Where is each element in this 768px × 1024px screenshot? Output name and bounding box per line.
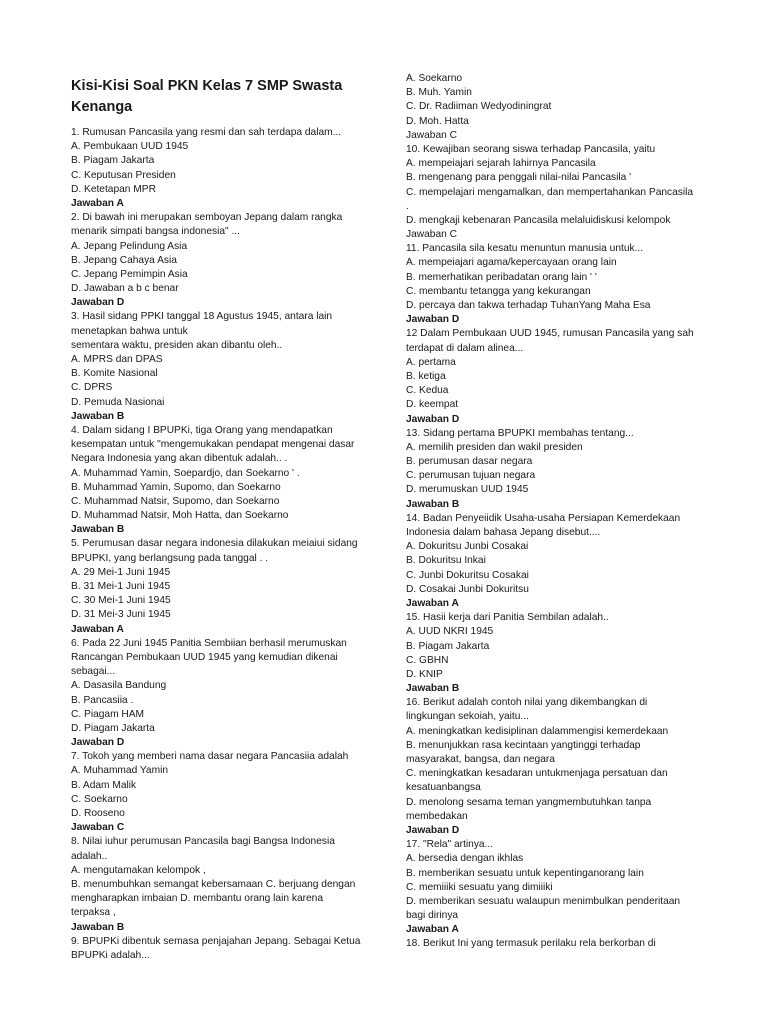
question-text-line: B. menumbuhkan semangat kebersamaan C. berjuang dengan xyxy=(71,878,356,890)
question-text-line: B. Muh. Yamin xyxy=(406,87,472,99)
answer-key-line: Jawaban C xyxy=(71,822,125,834)
document-title xyxy=(71,76,371,118)
question-text-line: C. Junbi Dokuritsu Cosakai xyxy=(406,569,529,581)
question-text-line: 17. "Rela" artinya... xyxy=(406,839,494,851)
answer-key-line: Jawaban D xyxy=(71,737,125,749)
answer-key-line: Jawaban A xyxy=(406,924,459,936)
question-text-line: 16. Berikut adalah contoh nilai yang dikembangkan di xyxy=(406,697,648,709)
question-text-line: BPUPKI, yang berlangsung pada tanggal . . xyxy=(71,552,269,564)
question-text-line: Rancangan Pembukaan UUD 1945 yang kemudian dikenai xyxy=(71,651,338,663)
question-text-line: A. Muhammad Yamin xyxy=(71,765,169,777)
question-text-line: C. Piagam HAM xyxy=(71,708,145,720)
question-text-line: mengharapkan imbaian D. membantu orang lain karena xyxy=(71,893,324,905)
question-text-line: A. memilih presiden dan wakil presiden xyxy=(406,441,583,453)
question-text-line: Negara Indonesia yang akan dibentuk adalah.. . xyxy=(71,453,288,465)
question-text-line: kesempatan untuk "mengemukakan pendapat mengenai dasar xyxy=(71,439,355,451)
question-text-line: 13. Sidang pertama BPUPKI membahas tentang... xyxy=(406,427,634,439)
question-text-line: D. mengkaji kebenaran Pancasila melaluidiskusi kelompok xyxy=(406,214,671,226)
question-text-line: D. Piagam Jakarta xyxy=(71,722,155,734)
question-text-line: D. Ketetapan MPR xyxy=(71,183,156,195)
question-text-line: B. Muhammad Yamin, Supomo, dan Soekarno xyxy=(71,481,281,493)
question-text-line: B. ketiga xyxy=(406,370,446,382)
question-text-line: A. bersedia dengan ikhlas xyxy=(406,853,524,865)
question-text-line: 18. Berikut Ini yang termasuk perilaku rela berkorban di xyxy=(406,938,656,950)
answer-key-line: Jawaban D xyxy=(406,413,460,425)
answer-key-line: Jawaban B xyxy=(71,524,125,536)
question-text-line: B. Piagam Jakarta xyxy=(406,640,490,652)
question-text-line: A. mempeiajari agama/kepercayaan orang lain xyxy=(406,257,617,269)
question-text-line: Jawaban C xyxy=(406,229,457,241)
question-text-line: B. memberikan sesuatu untuk kepentinganorang lain xyxy=(406,867,644,879)
answer-key-line: Jawaban D xyxy=(406,314,460,326)
left-question-list xyxy=(71,126,371,963)
question-text-line: D. merumuskan UUD 1945 xyxy=(406,484,529,496)
question-text-line: A. mempeiajari sejarah lahirnya Pancasila xyxy=(406,158,596,170)
question-text-line: C. Soekarno xyxy=(71,793,128,805)
question-text-line: A. 29 Mei-1 Juni 1945 xyxy=(71,566,171,578)
question-text-line: A. mengutamakan kelompok , xyxy=(71,864,206,876)
question-text-line: C. membantu tetangga yang kekurangan xyxy=(406,285,591,297)
question-text-line: C. Keputusan Presiden xyxy=(71,169,176,181)
question-text-line: D. KNIP xyxy=(406,668,443,680)
question-text-line: C. 30 Mei-1 Juni 1945 xyxy=(71,595,171,607)
answer-key-line: Jawaban A xyxy=(406,597,459,609)
question-text-line: C. Dr. Radiiman Wedyodiningrat xyxy=(406,101,552,113)
question-text-line: B. 31 Mei-1 Juni 1945 xyxy=(71,581,171,592)
question-text-line: C. mempelajari mengamalkan, dan mempertahankan Pancasila xyxy=(406,186,694,198)
answer-key-line: Jawaban A xyxy=(71,197,124,209)
answer-key-line: Jawaban B xyxy=(71,410,125,422)
question-text-line: A. Muhammad Yamin, Soepardjo, dan Soekarno ' . xyxy=(71,467,300,479)
question-text-line: A. UUD NKRI 1945 xyxy=(406,626,494,638)
question-text-line: adalah.. xyxy=(71,850,108,862)
question-text-line: C. GBHN xyxy=(406,654,449,666)
question-text-line: C. memiiiki sesuatu yang dimiiiki xyxy=(406,881,553,893)
question-text-line: 5. Perumusan dasar negara indonesia dilakukan meiaiui sidang xyxy=(71,538,358,550)
question-text-line: B. memerhatikan peribadatan orang lain ' ' xyxy=(406,271,597,283)
question-text-line: A. Jepang Pelindung Asia xyxy=(71,240,188,252)
question-text-line: B. Pancasiia . xyxy=(71,694,134,706)
question-text-line: B. Adam Malik xyxy=(71,779,137,791)
question-text-line: D. keempat xyxy=(406,399,459,411)
question-text-line: bagi dirinya xyxy=(406,910,459,922)
question-text-line: kesatuanbangsa xyxy=(406,782,481,794)
question-text-line: D. Pemuda Nasionai xyxy=(71,396,165,408)
question-text-line: membedakan xyxy=(406,810,468,822)
title-line: Kisi-Kisi Soal PKN Kelas 7 SMP Swasta xyxy=(71,78,343,94)
question-text-line: 15. Hasii kerja dari Panitia Sembilan adalah.. xyxy=(406,612,609,624)
question-text-line: C. Jepang Pemimpin Asia xyxy=(71,268,188,280)
question-text-line: B. menunjukkan rasa kecintaan yangtinggi terhadap xyxy=(406,739,641,751)
question-text-line: terpaksa , xyxy=(71,907,116,919)
question-text-line: 9. BPUPKi dibentuk semasa penjajahan Jepang. Sebagai Ketua xyxy=(71,935,361,947)
question-text-line: B. mengenang para penggali nilai-nilai Pancasila ' xyxy=(406,172,632,184)
question-text-line: B. Jepang Cahaya Asia xyxy=(71,254,177,266)
question-text-line: 3. Hasil sidang PPKI tanggal 18 Agustus 1945, antara lain xyxy=(71,311,333,323)
question-text-line: D. Moh. Hatta xyxy=(406,115,469,127)
question-text-line: Indonesia dalam bahasa Jepang disebut.... xyxy=(406,527,601,538)
question-text-line: 6. Pada 22 Juni 1945 Panitia Sembiian berhasil merumuskan xyxy=(71,637,347,649)
question-text-line: D. menolong sesama teman yangmembutuhkan tanpa xyxy=(406,796,652,808)
question-text-line: A. MPRS dan DPAS xyxy=(71,354,163,365)
answer-key-line: Jawaban A xyxy=(71,623,124,635)
question-text-line: Jawaban C xyxy=(406,129,457,141)
question-text-line: D. Cosakai Junbi Dokuritsu xyxy=(406,583,529,595)
question-text-line: A. meningkatkan kedisiplinan dalammengisi kemerdekaan xyxy=(406,725,669,737)
question-text-line: D. Rooseno xyxy=(71,808,125,819)
question-text-line: C. Kedua xyxy=(406,385,449,397)
question-text-line: C. Muhammad Natsir, Supomo, dan Soekarno xyxy=(71,495,280,507)
question-text-line: A. pertama xyxy=(406,356,456,368)
question-text-line: B. Komite Nasional xyxy=(71,368,158,380)
question-text-line: terdapat di dalam alinea... xyxy=(406,342,524,354)
question-text-line: 10. Kewajiban seorang siswa terhadap Pancasila, yaitu xyxy=(406,143,656,155)
question-text-line: C. DPRS xyxy=(71,382,113,394)
question-text-line: A. Dasasila Bandung xyxy=(71,680,167,692)
question-text-line: 1. Rumusan Pancasila yang resmi dan sah terdapa dalam... xyxy=(71,127,342,138)
question-text-line: 14. Badan Penyeiidik Usaha-usaha Persiapan Kemerdekaan xyxy=(406,512,681,524)
question-text-line: sebagai... xyxy=(71,666,116,678)
question-text-line: C. meningkatkan kesadaran untukmenjaga persatuan dan xyxy=(406,768,668,780)
answer-key-line: Jawaban D xyxy=(406,824,460,836)
question-text-line: menarik simpati bangsa indonesia" ... xyxy=(71,226,240,238)
right-question-list xyxy=(406,72,726,952)
question-text-line: A. Soekarno xyxy=(406,73,463,84)
question-text-line: sementara waktu, presiden akan dibantu oleh.. xyxy=(71,339,283,351)
answer-key-line: Jawaban D xyxy=(71,297,125,309)
answer-key-line: Jawaban B xyxy=(71,921,125,933)
question-text-line: D. Muhammad Natsir, Moh Hatta, dan Soekarno xyxy=(71,510,289,522)
question-text-line: D. percaya dan takwa terhadap TuhanYang Maha Esa xyxy=(406,300,651,311)
answer-key-line: Jawaban B xyxy=(406,498,460,510)
answer-key-line: Jawaban B xyxy=(406,683,460,695)
question-text-line: 7. Tokoh yang memberi nama dasar negara Pancasiia adalah xyxy=(71,751,349,763)
question-text-line: 4. Dalam sidang I BPUPKi, tiga Orang yang mendapatkan xyxy=(71,424,333,436)
question-text-line: A. Pembukaan UUD 1945 xyxy=(71,141,189,153)
question-text-line: C. perumusan tujuan negara xyxy=(406,470,536,482)
question-text-line: menetapkan bahwa untuk xyxy=(71,325,188,337)
question-text-line: B. Piagam Jakarta xyxy=(71,155,155,167)
question-text-line: D. memberikan sesuatu walaupun menimbulkan penderitaan xyxy=(406,895,681,907)
question-text-line: 2. Di bawah ini merupakan semboyan Jepang dalam rangka xyxy=(71,212,343,224)
question-text-line: D. 31 Mei-3 Juni 1945 xyxy=(71,609,171,621)
question-text-line: 8. Nilai iuhur perumusan Pancasila bagi Bangsa Indonesia xyxy=(71,836,335,848)
question-text-line: 12 Dalam Pembukaan UUD 1945, rumusan Pancasila yang sah xyxy=(406,328,694,340)
question-text-line: BPUPKi adalah... xyxy=(71,949,150,961)
question-text-line: lingkungan sekoiah, yaitu... xyxy=(406,711,529,723)
question-text-line: masyarakat, bangsa, dan negara xyxy=(406,754,555,765)
question-text-line: . xyxy=(406,200,409,212)
question-text-line: A. Dokuritsu Junbi Cosakai xyxy=(406,541,529,553)
question-text-line: D. Jawaban a b c benar xyxy=(71,283,179,295)
title-line: Kenanga xyxy=(71,99,133,115)
question-text-line: B. Dokuritsu Inkai xyxy=(406,555,486,567)
question-text-line: B. perumusan dasar negara xyxy=(406,456,533,468)
question-text-line: 11. Pancasila sila kesatu menuntun manusia untuk... xyxy=(406,243,644,255)
